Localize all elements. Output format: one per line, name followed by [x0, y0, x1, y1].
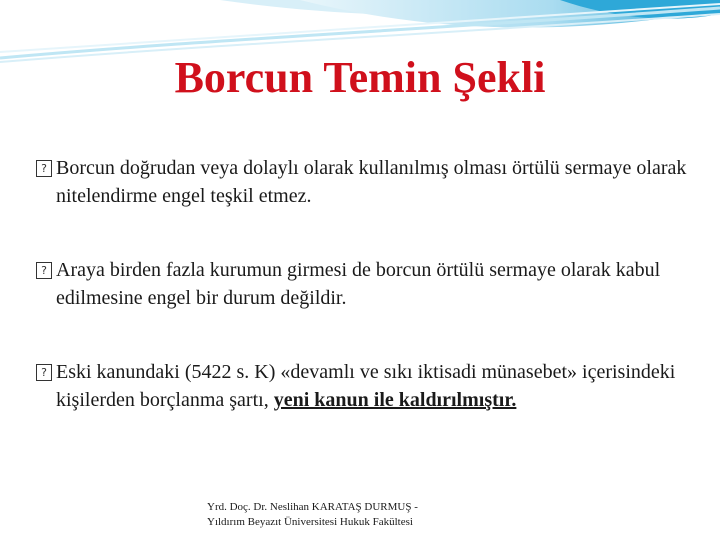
slide-title: Borcun Temin Şekli [174, 53, 546, 102]
bullet-emphasis: yeni kanun ile kaldırılmıştır. [273, 389, 517, 411]
bullet-text: Araya birden fazla kurumun girmesi de borcun örtülü sermaye olarak kabul edilmesine engel bir durum değildir. [56, 259, 661, 309]
bullet-item [36, 154, 696, 210]
bullet-text: Eski kanundaki (5422 s. K) «devamlı ve sıkı iktisadi münasebet» içerisindeki kişilerden borçlanma şartı, [56, 361, 676, 411]
bullet-marker-icon: ? [36, 160, 52, 177]
bullet-marker-icon: ? [36, 364, 52, 381]
footer-line-institution: Yıldırım Beyazıt Üniversitesi Hukuk Fakültesi [207, 516, 413, 528]
bullet-text: Borcun doğrudan veya dolaylı olarak kullanılmış olması örtülü sermaye olarak nitelendirme engel teşkil etmez. [56, 157, 687, 207]
bullet-item [36, 358, 696, 414]
footer-line-author: Yrd. Doç. Dr. Neslihan KARATAŞ DURMUŞ - [207, 501, 418, 513]
bullet-list [36, 154, 696, 414]
bullet-marker-icon: ? [36, 262, 52, 279]
author-footer [207, 500, 418, 530]
bullet-item [36, 256, 696, 312]
